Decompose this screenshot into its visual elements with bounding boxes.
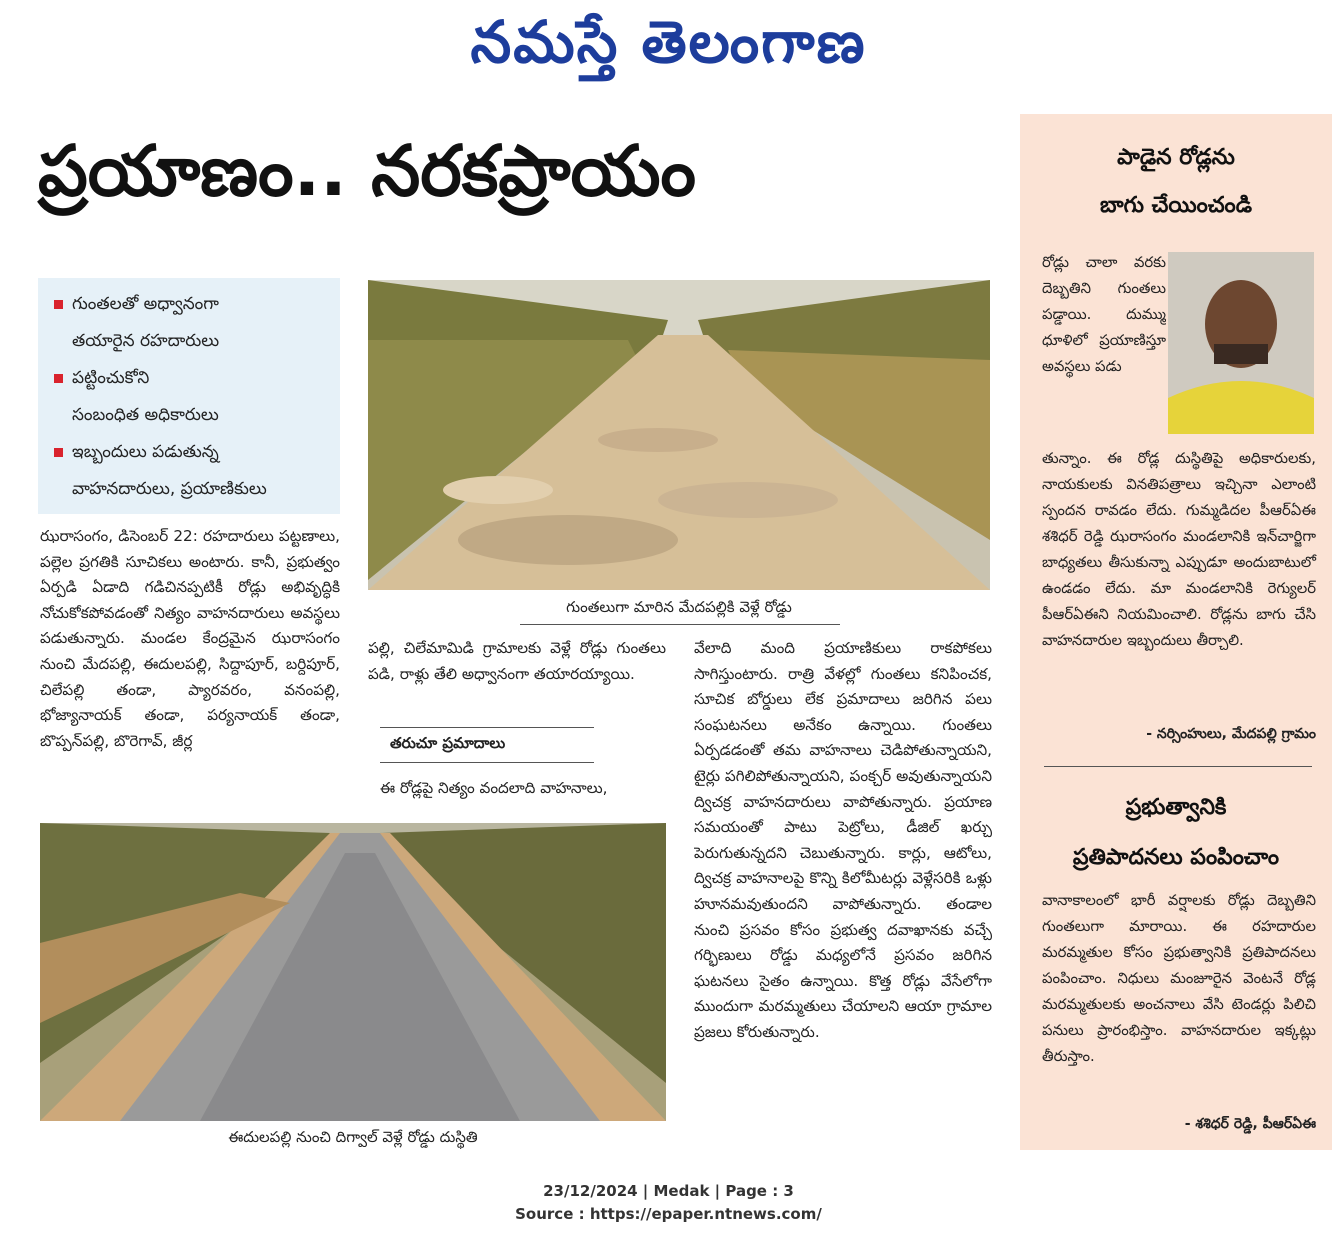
portrait-image	[1168, 252, 1314, 434]
column-text: ఝరాసంగం, డిసెంబర్ 22: రహదారులు పట్టణాలు, పల్లెల ప్రగతికి సూచికలు అంటారు. కానీ, ప్రభుత్వం ఏర్పడి ఏడాది గడిచినప్పటికీ రోడ్లు అభివృద్ధికి నోచుకోకపోవడంతో నిత్యం వాహనదారులు అవస్థలు పడుతున్నారు. మండల కేంద్రమైన ఝరాసంగం నుంచి మేదపల్లి, ఈదులపల్లి, సిద్దాపూర్, బర్దిపూర్, చిలేపల్లి తండా, ప్యారవరం, వనంపల్లి, భోజ్యానాయక్ తండా, పర్యనాయక్ తండా, బొప్పన్‌పల్లి, బొరెగావ్, జీర్ల	[40, 527, 340, 750]
bullet-item: పట్టించుకోని	[50, 360, 328, 397]
sidebar-title-1a: పాడైన రోడ్లను	[1117, 145, 1235, 170]
bullet-item-cont: తయారైన రహదారులు	[72, 331, 220, 351]
column-text: వేలాది మంది ప్రయాణికులు రాకపోకలు సాగిస్తుంటారు. రాత్రి వేళల్లో గుంతలు కనిపించక, సూచిక బోర్డులు లేక ప్రమాదాలు జరిగిన పలు సంఘటనలు అనేకం ఉన్నాయి. గుంతలు ఏర్పడడంతో తమ వాహనాలు చెడిపోతున్నాయని, టైర్లు పగిలిపోతున్నాయని, పంక్చర్ అవుతున్నాయని ద్విచక్ర వాహనదారులు వాపోతున్నారు. ప్రయాణ సమయంతో పాటు పెట్రోలు, డీజిల్ ఖర్చు పెరుగుతున్నదని చెబుతున్నారు. కార్లు, ఆటోలు, ద్విచక్ర వాహనాలపై కొన్ని కిలోమీటర్లు వెళ్లేసరికి ఒళ్లు హూనమవుతుందని వాపోతున్నారు. తండాల నుంచి ప్రసవం కోసం ప్రభుత్వ దవాఖానకు వచ్చే గర్భిణులు రోడ్డు మధ్యలోనే ప్రసవం జరిగిన ఘటనలు సైతం ఉన్నాయి. కొత్త రోడ్లు వేసేలోగా ముందుగా మరమ్మతులు చేయాలని ఆయా గ్రామాల ప్రజలు కోరుతున్నారు.	[694, 639, 992, 1041]
article-column-1	[40, 524, 340, 804]
subhead-rule-top	[380, 727, 594, 728]
column-text: పల్లి, చిలేమామిడి గ్రామాలకు వెళ్లే రోడ్లు గుంతలు పడి, రాళ్లు తేలి అధ్వానంగా తయారయ్యాయి.	[368, 639, 666, 683]
footer-date-line: 23/12/2024 | Medak | Page : 3	[543, 1182, 794, 1200]
bullet-item-cont: వాహనదారులు, ప్రయాణికులు	[72, 479, 267, 499]
highlights-box	[38, 278, 340, 514]
article-column-3	[694, 636, 992, 1136]
road-photo-1	[368, 280, 990, 590]
bullet-item-cont: సంబంధిత అధికారులు	[72, 405, 219, 425]
bullet-item: ఇబ్బందులు పడుతున్న	[50, 434, 328, 471]
sidebar-text-2: వానాకాలంలో భారీ వర్షాలకు రోడ్లు దెబ్బతిని గుంతలుగా మారాయి. ఈ రహదారుల మరమ్మతుల కోసం ప్రభుత్వానికి ప్రతిపాదనలు పంపించాం. నిధులు మంజూరైన వెంటనే రోడ్ల మరమ్మతులకు అంచనాలు వేసి టెండర్లు పిలిచి పనులు ప్రారంభిస్తాం. వాహనదారుల ఇక్కట్లు తీరుస్తాం.	[1042, 892, 1316, 1065]
photo-caption-2: ఈదులపల్లి నుంచి దిగ్వాల్ వెళ్లే రోడ్డు దుస్థితి	[228, 1128, 478, 1146]
footer-source-link[interactable]: Source : https://epaper.ntnews.com/	[515, 1205, 822, 1223]
sidebar-title-1b: బాగు చేయించండి	[1099, 193, 1252, 218]
photo-gravel-road	[40, 823, 666, 1121]
sidebar-title-2b: ప్రతిపాదనలు పంపించాం	[1072, 845, 1280, 870]
sidebar-text-1: తున్నాం. ఈ రోడ్ల దుస్థితిపై అధికారులకు, నాయకులకు వినతిపత్రాలు ఇచ్చినా ఎలాంటి స్పందన రావడం లేదు. గుమ్మడిదల పీఆర్ఏఈ శశిధర్ రెడ్డి ఝరాసంగం మండలానికి ఇన్‌చార్జిగా బాధ్యతలు తీసుకున్నా ఎప్పుడూ అందుబాటులో ఉండడం లేదు. మా మండలానికి రెగ్యులర్ పీఆర్ఏఈని నియమించాలి. రోడ్లను బాగు చేసి వాహనదారుల ఇబ్బందులు తీర్చాలి.	[1042, 450, 1316, 649]
article-column-2	[368, 636, 666, 687]
bullet-item: గుంతలతో అధ్వానంగా	[50, 286, 328, 323]
person-photo	[1168, 252, 1314, 434]
sidebar-signature-1: - నర్సింహులు, మేదపల్లి గ్రామం	[1146, 726, 1316, 742]
photo-damaged-road	[368, 280, 990, 590]
masthead: నమస్తే తెలంగాణ	[470, 8, 867, 76]
sidebar-divider	[1044, 766, 1312, 767]
article-column-2b	[380, 776, 666, 802]
photo-caption-1: గుంతలుగా మారిన మేదపల్లికి వెళ్లే రోడ్డు	[566, 598, 792, 616]
sidebar-lead-text: రోడ్లు చాలా వరకు దెబ్బతిని గుంతలు పడ్డాయి. దుమ్ము ధూళిలో ప్రయాణిస్తూ అవస్థలు పడు	[1042, 254, 1166, 375]
subheading: తరుచూ ప్రమాదాలు	[390, 734, 506, 752]
column-text: ఈ రోడ్లపై నిత్యం వందలాది వాహనాలు,	[380, 779, 608, 797]
sidebar-title-2a: ప్రభుత్వానికి	[1125, 795, 1227, 820]
sidebar	[1020, 114, 1332, 1150]
road-photo-2	[40, 823, 666, 1121]
sidebar-signature-2: - శశిధర్ రెడ్డి, పీఆర్ఏఈ	[1184, 1116, 1316, 1132]
headline: ప్రయాణం.. నరకప్రాయం	[38, 130, 696, 212]
subhead-rule-bottom	[380, 762, 594, 763]
caption-rule	[520, 624, 840, 625]
